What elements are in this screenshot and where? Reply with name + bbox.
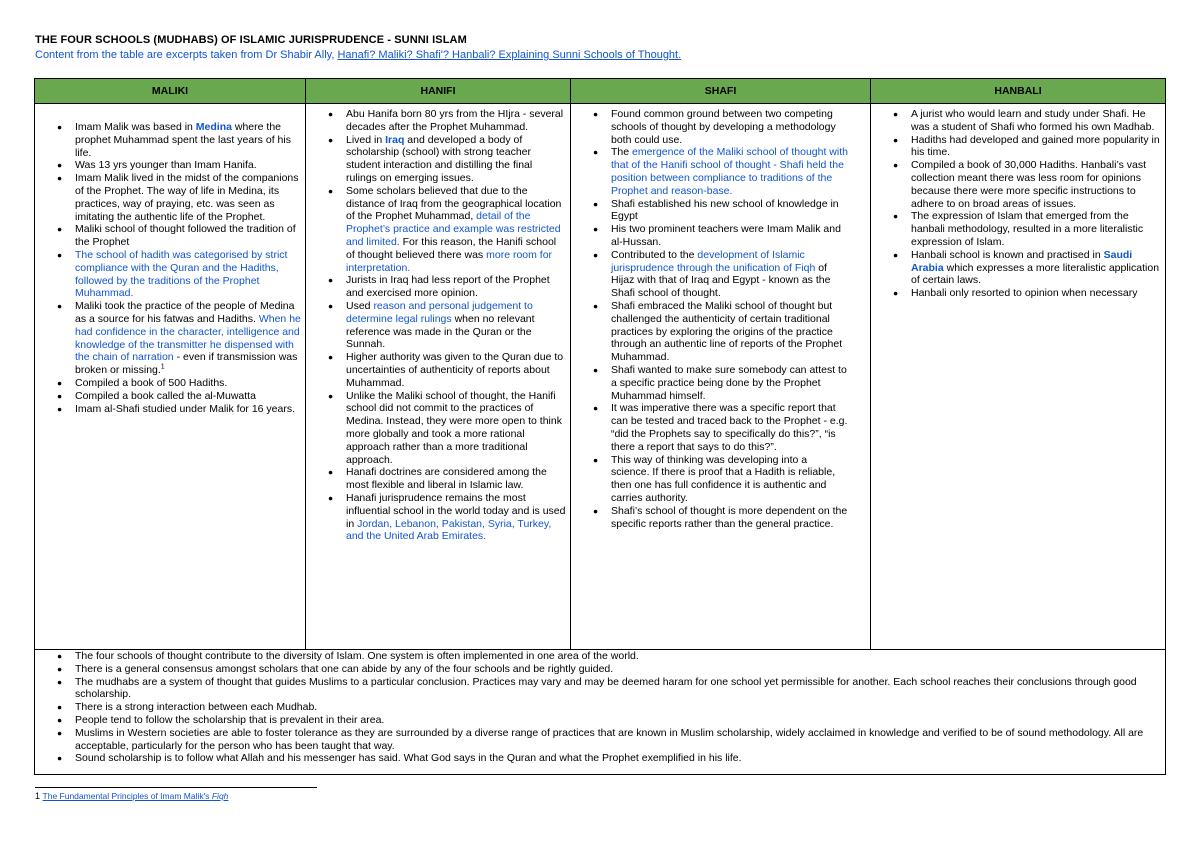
header-hanbali: HANBALI — [871, 79, 1166, 104]
hanbali-bullet: ● Compiled a book of 30,000 Hadiths. Hanbali’s vast collection meant there was less room for opinions because there were more specific instructions to adhere to on broad areas of issues. — [911, 159, 1161, 210]
footnote-link[interactable] — [43, 791, 229, 801]
footnote — [35, 791, 228, 801]
shafi-bullet: ● The emergence of the Maliki school of thought with that of the Hanifi school of thought - Shafi held the position between compliance to traditions of the Prophet and reason-base. — [611, 146, 848, 197]
page-title: THE FOUR SCHOOLS (MUDHABS) OF ISLAMIC JURISPRUDENCE - SUNNI ISLAM — [35, 34, 467, 46]
hanifi-bullet: ● Hanafi jurisprudence remains the most influential school in the world today and is used in Jordan, Lebanon, Pakistan, Syria, Turkey, and the United Arab Emirates. — [346, 492, 566, 543]
shafi-bullet: ● Shafi embraced the Maliki school of thought but challenged the authenticity of certain traditional practices by exploring the origins of the practice through an authentic line of reports of the Prophet Muhammad. — [611, 300, 848, 364]
shafi-bullet: ● His two prominent teachers were Imam Malik and al-Hussan. — [611, 223, 848, 249]
hanifi-bullet: ● Unlike the Maliki school of thought, the Hanifi school did not commit to the practices of Medina. Instead, they were more open to think more globally and took a more rational approach rather than a more traditional approach. — [346, 390, 566, 467]
header-hanifi: HANIFI — [306, 79, 571, 104]
note-bullet: ● There is a general consensus amongst scholars that one can abide by any of the four schools and be rightly guided. — [75, 663, 1145, 676]
maliki-bullet: ● Was 13 yrs younger than Imam Hanifa. — [75, 159, 301, 172]
maliki-bullet: ● Maliki took the practice of the people of Medina as a source for his fatwas and Hadiths. When he had confidence in the character, intelligence and knowledge of the transmitter he dispensed with the chain of narration - even if transmission was broken or missing.$^1$ — [75, 300, 301, 377]
shafi-cell — [571, 104, 871, 650]
header-row — [35, 79, 1166, 104]
footnote-link-text: The Fundamental Principles of Imam Malik's — [42, 791, 212, 801]
shafi-bullet: ● Found common ground between two competing schools of thought by developing a methodology both could use. — [611, 108, 848, 146]
note-bullet: ● The four schools of thought contribute to the diversity of Islam. One system is often implemented in one area of the world. — [75, 650, 1145, 663]
hanifi-bullet: ● Some scholars believed that due to the distance of Iraq from the geographical location of the Prophet Muhammad, detail of the Prophet’s practice and example was restricted and limited. For this reason, the Hanifi school of thought believed there was more room for interpretation. — [346, 185, 566, 275]
shafi-list — [571, 104, 870, 530]
hanifi-bullet: ● Lived in Iraq and developed a body of scholarship (school) with strong teacher student interaction and distilling the final rulings on emerging issues. — [346, 134, 566, 185]
maliki-bullet: ● Imam al-Shafi studied under Malik for 16 years. — [75, 403, 301, 416]
shafi-bullet: ● Shafi established his new school of knowledge in Egypt — [611, 198, 848, 224]
footnote-link-italic: Fiqh — [211, 791, 229, 801]
note-bullet: ● Sound scholarship is to follow what Allah and his messenger has said. What God says in the Quran and what the Prophet exemplified in his life. — [75, 752, 1145, 765]
maliki-bullet: ● Compiled a book of 500 Hadiths. — [75, 377, 301, 390]
page-subtitle — [35, 49, 681, 61]
maliki-list — [35, 104, 305, 415]
shafi-bullet: ● This way of thinking was developing into a science. If there is proof that a Hadith is reliable, then one has full confidence it is authentic and carries authority. — [611, 454, 848, 505]
hanbali-bullet: ● Hadiths had developed and gained more popularity in his time. — [911, 134, 1161, 160]
maliki-bullet: ● Maliki school of thought followed the tradition of the Prophet — [75, 223, 301, 249]
footnote-divider — [35, 787, 317, 788]
header-maliki: MALIKI — [35, 79, 306, 104]
hanbali-bullet: ● Hanbali only resorted to opinion when necessary — [911, 287, 1161, 300]
notes-row — [35, 650, 1166, 775]
hanifi-cell — [306, 104, 571, 650]
notes-cell — [35, 650, 1166, 775]
maliki-cell — [35, 104, 306, 650]
header-shafi: SHAFI — [571, 79, 871, 104]
shafi-bullet: ● Shafi wanted to make sure somebody can attest to a specific practice being done by the Prophet Muhammad himself. — [611, 364, 848, 402]
note-bullet: ● Muslims in Western societies are able to foster tolerance as they are surrounded by a diverse range of practices that are known in Muslim scholarship, widely acclaimed in knowledge and verified to be of sound methodology. All are acceptable, particularly for the person who has been taught that way. — [75, 727, 1145, 753]
hanbali-bullet: ● Hanbali school is known and practised in Saudi Arabia which expresses a more literalistic application of certain laws. — [911, 249, 1161, 287]
shafi-bullet: ● It was imperative there was a specific report that can be tested and traced back to the Prophet - e.g. “did the Prophets say to specifically do this?”, “is there a report that says to do this?”. — [611, 402, 848, 453]
maliki-bullet: ● The school of hadith was categorised by strict compliance with the Quran and the Hadiths, followed by the traditions of the Prophet Muhammad. — [75, 249, 301, 300]
maliki-bullet: ● Imam Malik lived in the midst of the companions of the Prophet. The way of life in Medina, its practices, way of praying, etc. was seen as imitating the authentic life of the Prophet. — [75, 172, 301, 223]
maliki-bullet: ● Compiled a book called the al-Muwatta — [75, 390, 301, 403]
subtitle-text: Content from the table are excerpts taken from Dr Shabir Ally, — [35, 49, 338, 61]
hanifi-bullet: ● Jurists in Iraq had less report of the Prophet and exercised more opinion. — [346, 274, 566, 300]
schools-table — [34, 78, 1166, 775]
footnote-number: 1 — [35, 791, 41, 801]
notes-list — [35, 650, 1165, 765]
note-bullet: ● People tend to follow the scholarship that is prevalent in their area. — [75, 714, 1145, 727]
hanifi-bullet: ● Abu Hanifa born 80 yrs from the HIjra - several decades after the Prophet Muhammad. — [346, 108, 566, 134]
source-link[interactable]: Hanafi? Maliki? Shafi'? Hanbali? Explaining Sunni Schools of Thought. — [337, 49, 682, 61]
hanifi-bullet: ● Used reason and personal judgement to determine legal rulings when no relevant reference was made in the Quran or the Sunnah. — [346, 300, 566, 351]
maliki-bullet: ● Imam Malik was based in Medina where the prophet Muhammad spent the last years of his life. — [75, 121, 301, 159]
hanifi-bullet: ● Hanafi doctrines are considered among the most flexible and liberal in Islamic law. — [346, 466, 566, 492]
hanbali-bullet: ● A jurist who would learn and study under Shafi. He was a student of Shafi who formed his own Madhab. — [911, 108, 1161, 134]
hanbali-list — [871, 104, 1165, 300]
hanbali-bullet: ● The expression of Islam that emerged from the hanbali methodology, resulted in a more literalistic expression of Islam. — [911, 210, 1161, 248]
hanbali-cell — [871, 104, 1166, 650]
hanifi-bullet: ● Higher authority was given to the Quran due to uncertainties of authenticity of reports about Muhammad. — [346, 351, 566, 389]
content-row — [35, 104, 1166, 650]
shafi-bullet: ● Shafi’s school of thought is more dependent on the specific reports rather than the general practice. — [611, 505, 848, 531]
note-bullet: ● There is a strong interaction between each Mudhab. — [75, 701, 1145, 714]
hanifi-list — [306, 104, 570, 543]
shafi-bullet: ● Contributed to the development of Islamic jurisprudence through the unification of Fiqh of Hijaz with that of Iraq and Egypt - known as the Shafi school of thought. — [611, 249, 848, 300]
note-bullet: ● The mudhabs are a system of thought that guides Muslims to a particular conclusion. Practices may vary and may be deemed haram for one school yet permissible for another. Each school reaches their conclusions through good scholarship. — [75, 676, 1145, 702]
